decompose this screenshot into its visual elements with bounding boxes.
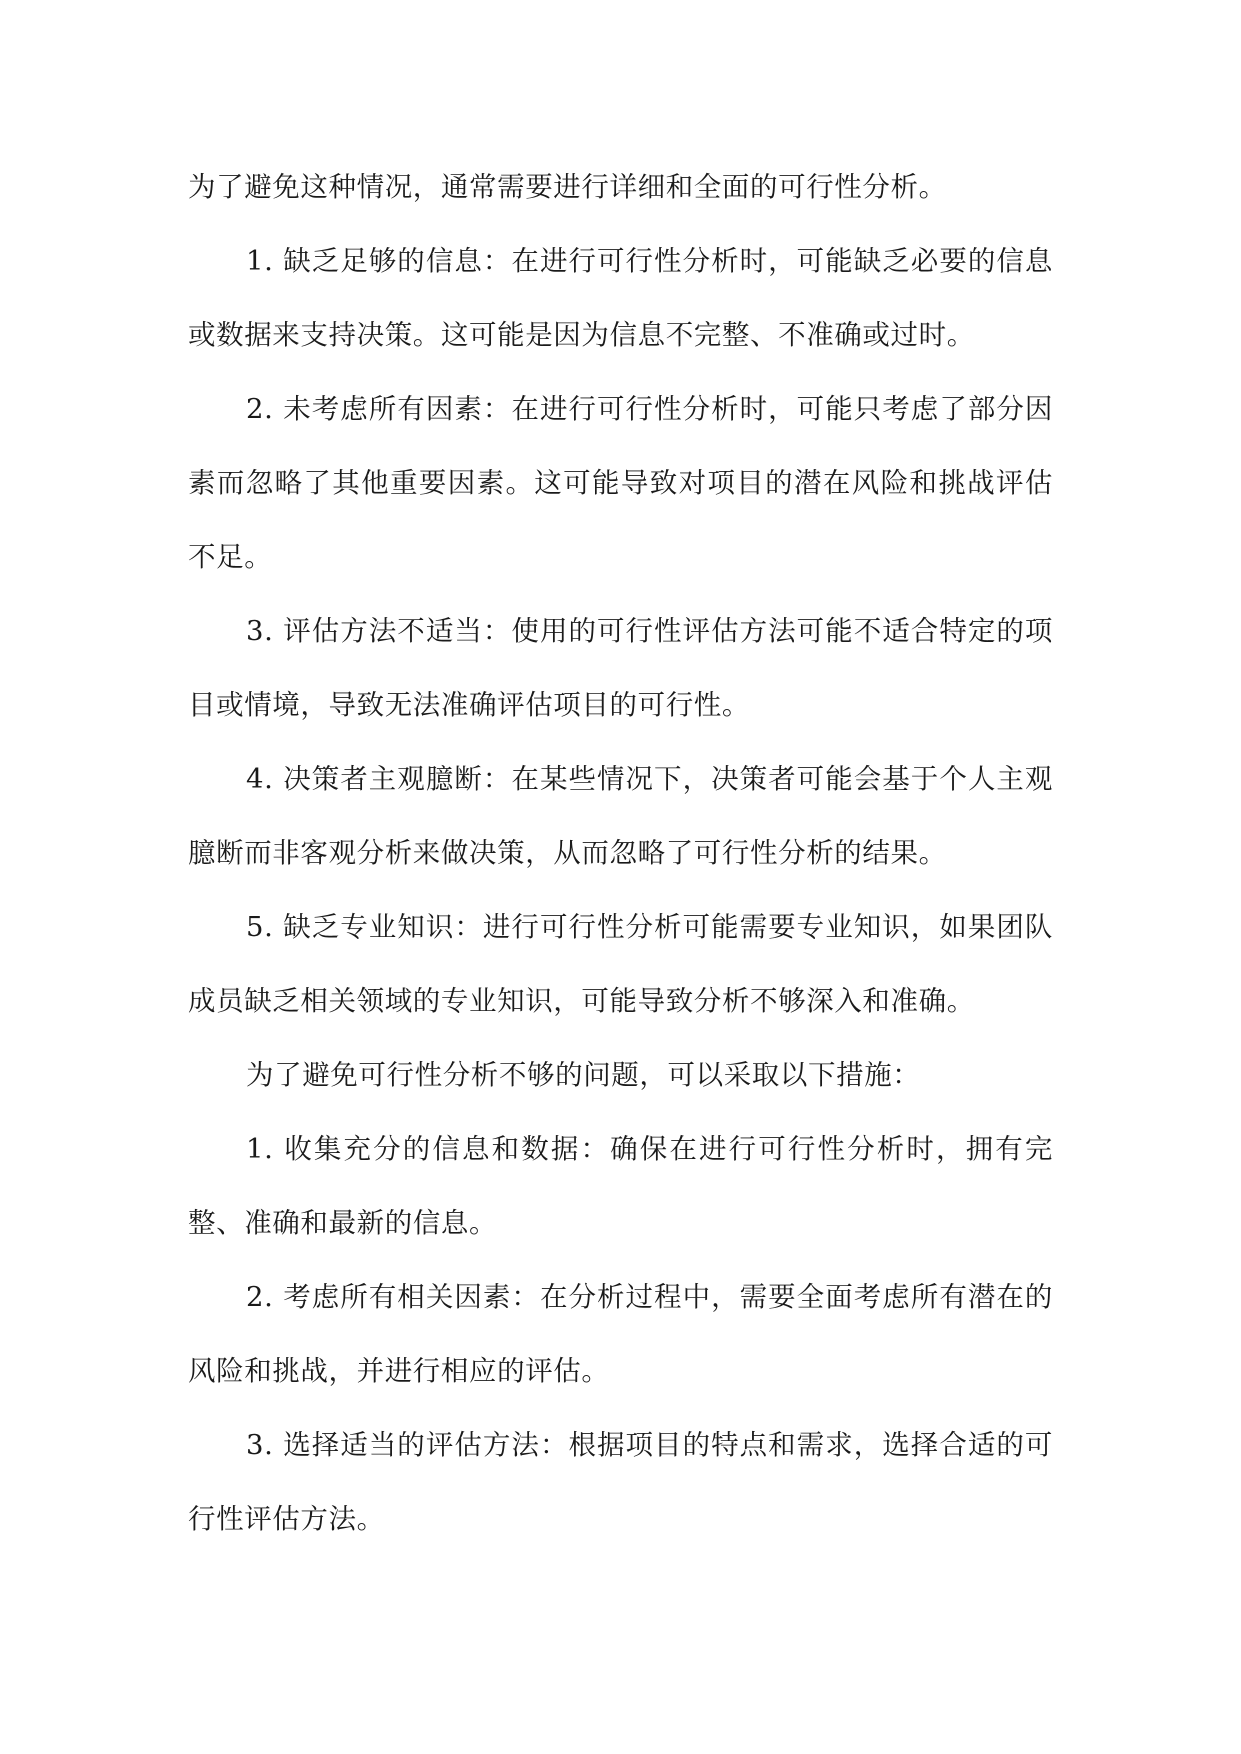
list-item: 2. 考虑所有相关因素：在分析过程中，需要全面考虑所有潜在的风险和挑战，并进行相应的评估。 [188, 1281, 1053, 1387]
document-body [188, 150, 1053, 1556]
list-item: 2. 未考虑所有因素：在进行可行性分析时，可能只考虑了部分因素而忽略了其他重要因素。这可能导致对项目的潜在风险和挑战评估不足。 [188, 393, 1053, 573]
list-item: 5. 缺乏专业知识：进行可行性分析可能需要专业知识，如果团队成员缺乏相关领域的专业知识，可能导致分析不够深入和准确。 [188, 911, 1053, 1017]
list-item: 1. 收集充分的信息和数据：确保在进行可行性分析时，拥有完整、准确和最新的信息。 [188, 1133, 1053, 1239]
paragraph: 为了避免可行性分析不够的问题，可以采取以下措施： [246, 1059, 921, 1091]
paragraph: 为了避免这种情况，通常需要进行详细和全面的可行性分析。 [188, 171, 947, 203]
list-item: 4. 决策者主观臆断：在某些情况下，决策者可能会基于个人主观臆断而非客观分析来做决策，从而忽略了可行性分析的结果。 [188, 763, 1053, 869]
list-item: 1. 缺乏足够的信息：在进行可行性分析时，可能缺乏必要的信息或数据来支持决策。这可能是因为信息不完整、不准确或过时。 [188, 245, 1053, 351]
list-item: 3. 选择适当的评估方法：根据项目的特点和需求，选择合适的可行性评估方法。 [188, 1429, 1053, 1535]
list-item: 3. 评估方法不适当：使用的可行性评估方法可能不适合特定的项目或情境，导致无法准确评估项目的可行性。 [188, 615, 1053, 721]
